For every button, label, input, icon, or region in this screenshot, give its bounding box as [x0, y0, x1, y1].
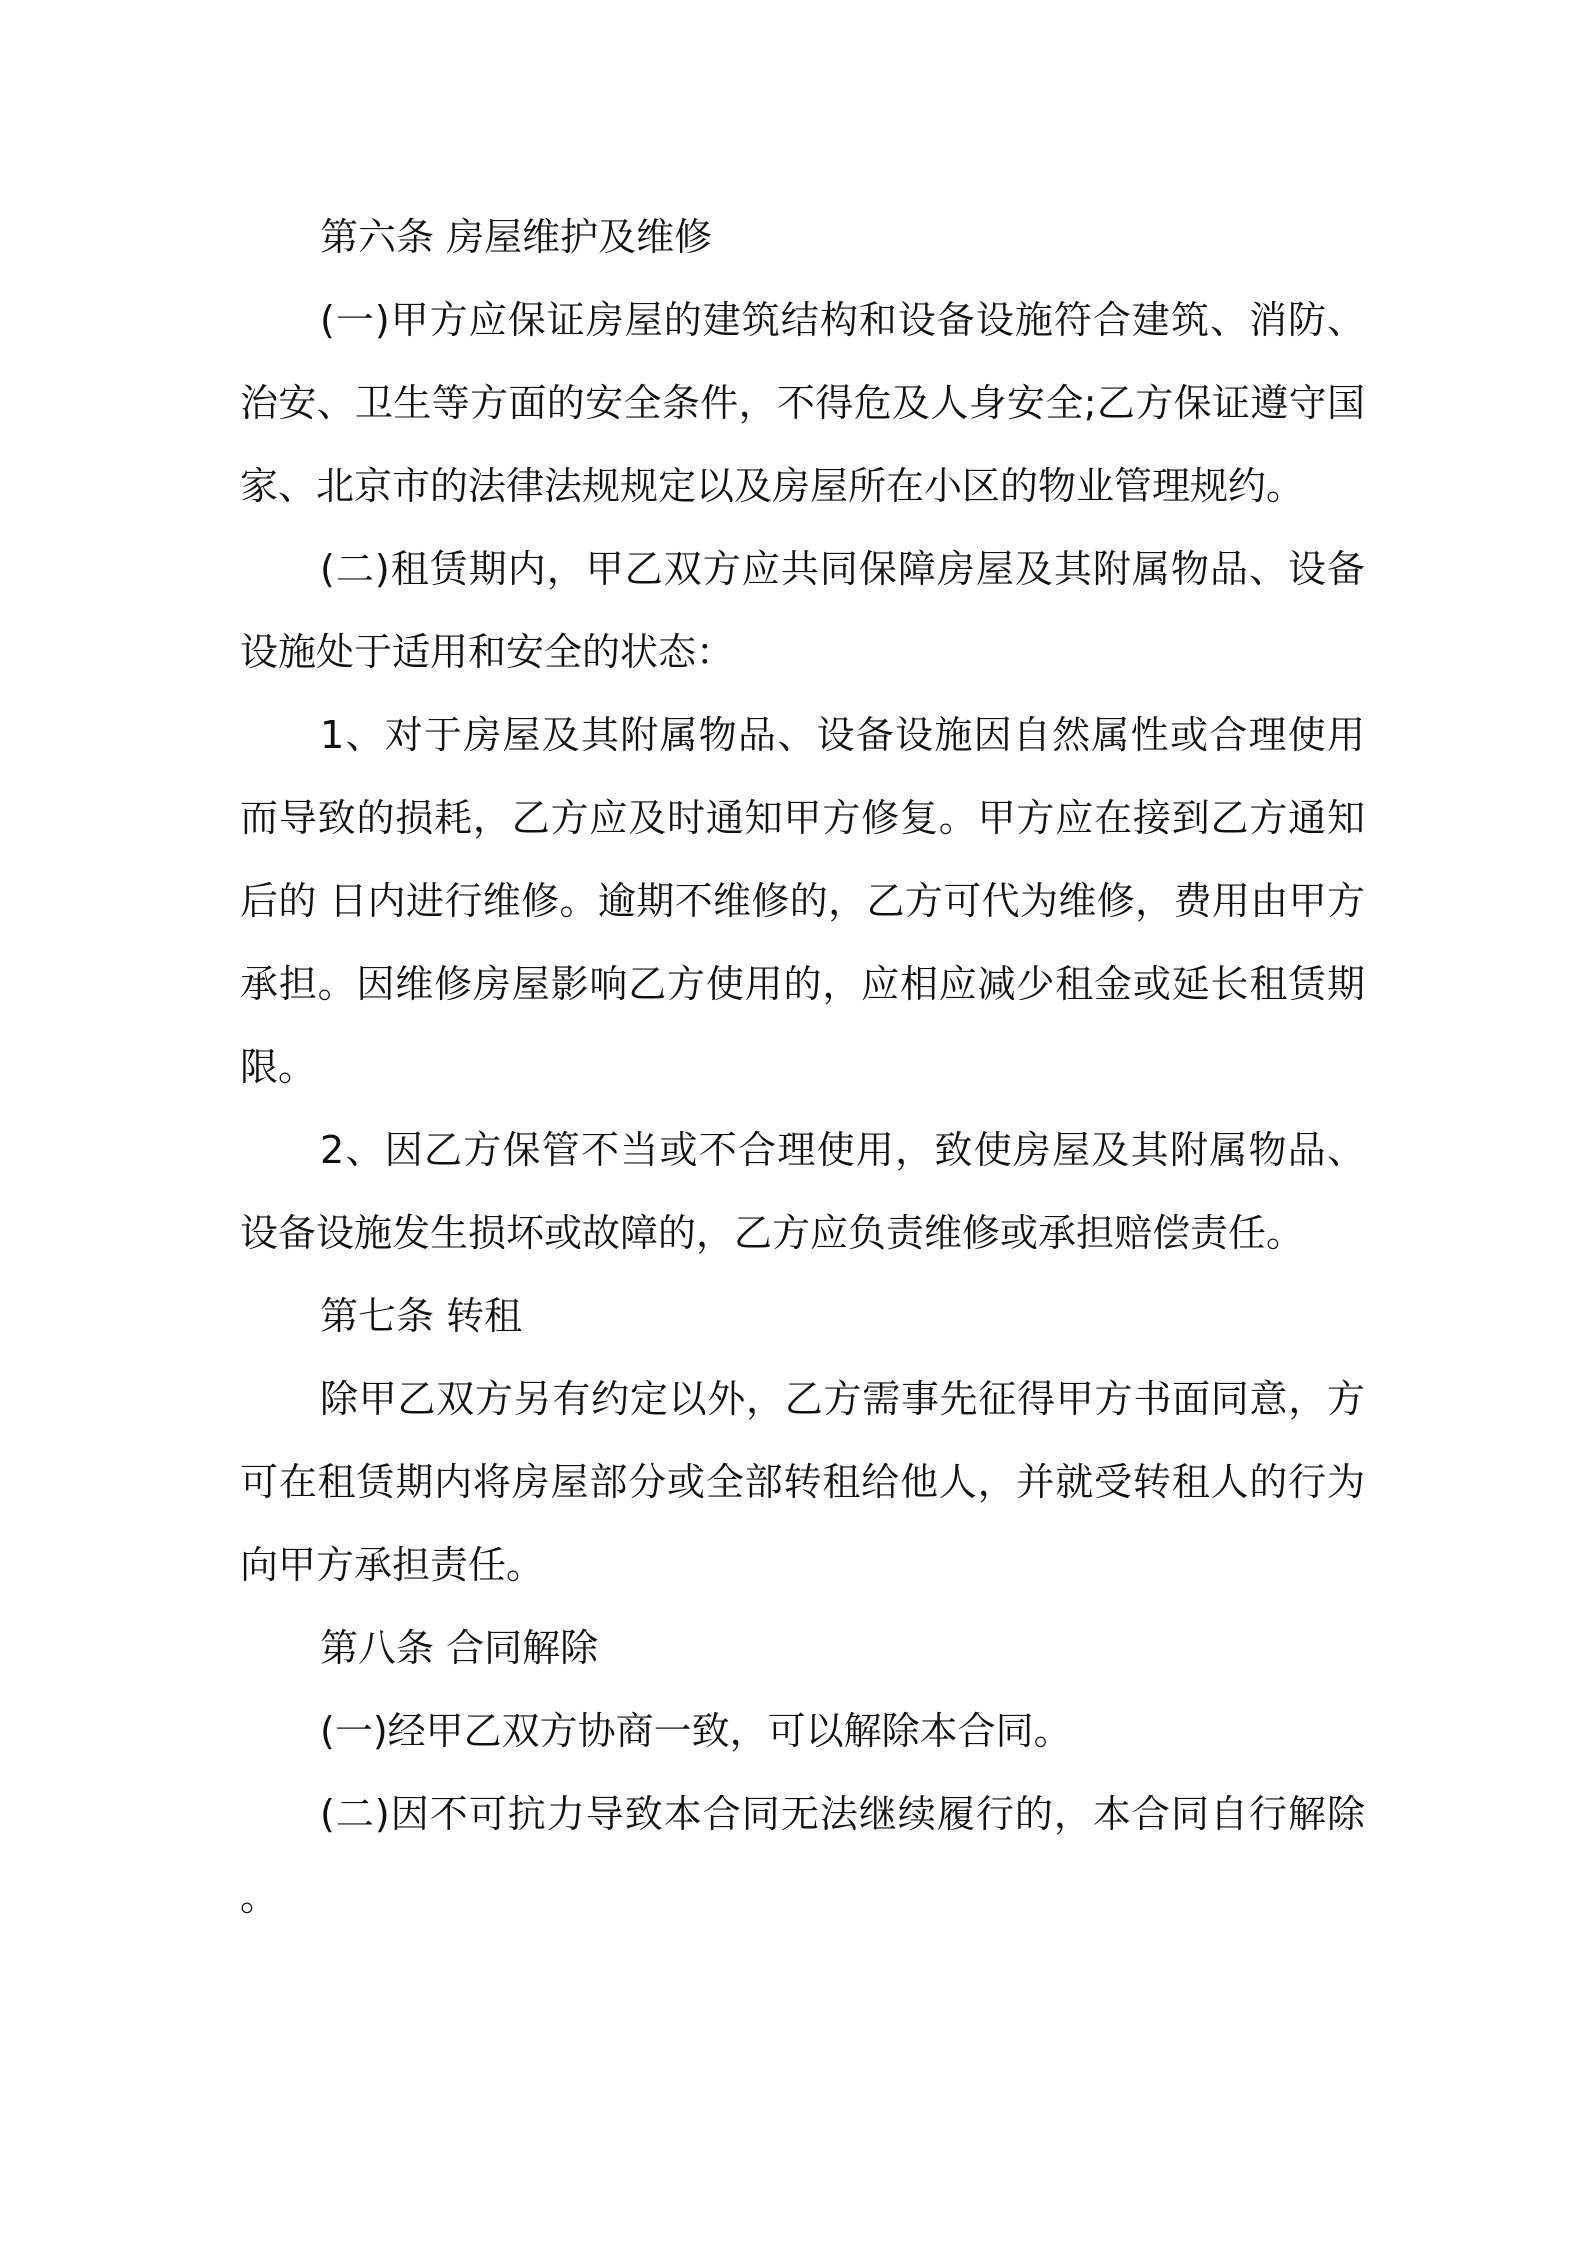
article-6-clause-2-item-2: 2、因乙方保管不当或不合理使用，致使房屋及其附属物品、设备设施发生损坏或故障的，乙方应负责维修或承担赔偿责任。	[240, 1128, 1365, 1255]
article-7-heading: 第七条 转租	[320, 1294, 523, 1338]
article-7-body: 除甲乙双方另有约定以外，乙方需事先征得甲方书面同意，方可在租赁期内将房屋部分或全部转租给他人，并就受转租人的行为向甲方承担责任。	[240, 1377, 1365, 1587]
article-6-clause-1: (一)甲方应保证房屋的建筑结构和设备设施符合建筑、消防、治安、卫生等方面的安全条件，不得危及人身安全;乙方保证遵守国家、北京市的法律法规规定以及房屋所在小区的物业管理规约。	[240, 298, 1365, 508]
article-6-clause-2: (二)租赁期内，甲乙双方应共同保障房屋及其附属物品、设备设施处于适用和安全的状态：	[240, 547, 1365, 674]
article-6-heading: 第六条 房屋维护及维修	[320, 215, 713, 259]
document-body	[240, 196, 1365, 1939]
article-8-heading: 第八条 合同解除	[320, 1626, 599, 1670]
article-6-clause-2-item-1: 1、对于房屋及其附属物品、设备设施因自然属性或合理使用而导致的损耗，乙方应及时通知甲方修复。甲方应在接到乙方通知后的 日内进行维修。逾期不维修的，乙方可代为维修，费用由甲方承担。因维修房屋影响乙方使用的，应相应减少租金或延长租赁期限。	[240, 713, 1365, 1089]
article-8-clause-1: (一)经甲乙双方协商一致，可以解除本合同。	[320, 1709, 1072, 1753]
article-8-clause-2: (二)因不可抗力导致本合同无法继续履行的，本合同自行解除。	[240, 1792, 1365, 1919]
